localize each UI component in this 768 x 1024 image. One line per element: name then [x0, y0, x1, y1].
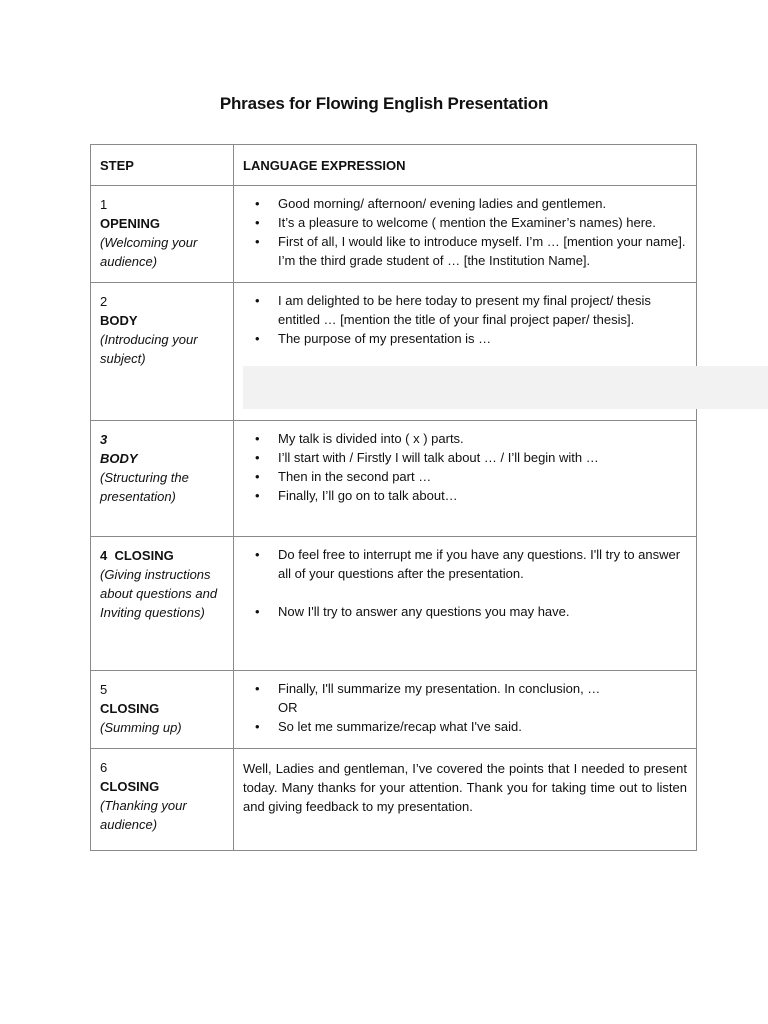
list-item: • Good morning/ afternoon/ evening ladies and gentlemen.: [278, 194, 687, 213]
step-number: 3: [100, 432, 108, 447]
step-name: BODY: [100, 451, 138, 466]
bullet-list: [243, 717, 687, 736]
expression-cell: [234, 537, 697, 671]
header-language-expression: LANGUAGE EXPRESSION: [234, 145, 697, 186]
step-description: (Structuring the presentation): [100, 470, 189, 504]
highlight-band: [243, 366, 768, 409]
step-description: (Giving instructions about questions and Inviting questions): [100, 567, 218, 620]
step-name: CLOSING: [100, 779, 160, 794]
table-header-row: [91, 145, 697, 186]
step-name: CLOSING: [100, 701, 160, 716]
step-number: 2: [100, 294, 108, 309]
table-row: [91, 186, 697, 283]
bullet-list: [243, 545, 687, 621]
step-number: 5: [100, 682, 108, 697]
step-name: OPENING: [100, 216, 160, 231]
step-cell: [91, 749, 234, 851]
list-item: • I’ll start with / Firstly I will talk about … / I’ll begin with …: [278, 448, 687, 467]
table-row: [91, 671, 697, 749]
step-number: 6: [100, 760, 108, 775]
list-item: • Finally, I’ll go on to talk about…: [278, 486, 687, 505]
list-item: • So let me summarize/recap what I've said.: [278, 717, 687, 736]
list-item: • First of all, I would like to introduce myself. I’m … [mention your name]. I’m the third grade student of … [the Institution Name].: [278, 232, 687, 270]
expression-cell: [234, 186, 697, 283]
step-name: CLOSING: [114, 548, 174, 563]
list-item: • I am delighted to be here today to present my final project/ thesis entitled … [mention the title of your final project paper/ thesis].: [278, 291, 687, 329]
step-number: 4: [100, 548, 108, 563]
document-title: Phrases for Flowing English Presentation: [219, 94, 549, 113]
expression-cell: [234, 421, 697, 537]
list-item: • Now I'll try to answer any questions you may have.: [278, 602, 687, 621]
bullet-list: [243, 194, 687, 270]
phrases-table: [90, 144, 697, 851]
step-description: (Summing up): [100, 720, 182, 735]
header-step: STEP: [91, 145, 234, 186]
list-item: • Finally, I'll summarize my presentation. In conclusion, …: [278, 679, 687, 698]
list-item: • Then in the second part …: [278, 467, 687, 486]
step-cell: [91, 671, 234, 749]
step-cell: [91, 537, 234, 671]
step-cell: [91, 186, 234, 283]
table-row: [91, 421, 697, 537]
list-item: • My talk is divided into ( x ) parts.: [278, 429, 687, 448]
list-item: • The purpose of my presentation is …: [278, 329, 687, 348]
table-row: [91, 537, 697, 671]
step-number: 1: [100, 197, 108, 212]
step-cell: [91, 421, 234, 537]
expression-cell: [234, 749, 697, 851]
closing-paragraph: Well, Ladies and gentleman, I’ve covered the points that I needed to present today. Many thanks for your attention. Thank you for taking time out to listen and giving feedback to my presentation.: [243, 761, 687, 814]
or-separator: OR: [278, 700, 298, 715]
list-item: • It’s a pleasure to welcome ( mention the Examiner’s names) here.: [278, 213, 687, 232]
list-item: • Do feel free to interrupt me if you have any questions. I'll try to answer all of your questions after the presentation.: [278, 545, 687, 583]
step-description: (Welcoming your audience): [100, 235, 198, 269]
step-description: (Introducing your subject): [100, 332, 198, 366]
bullet-list: [243, 679, 687, 698]
bullet-list: [243, 291, 687, 348]
step-heading: [100, 546, 224, 565]
expression-cell: [234, 671, 697, 749]
step-name: BODY: [100, 313, 138, 328]
step-cell: [91, 283, 234, 421]
step-description: (Thanking your audience): [100, 798, 187, 832]
table-row: [91, 749, 697, 851]
bullet-list: [243, 429, 687, 505]
